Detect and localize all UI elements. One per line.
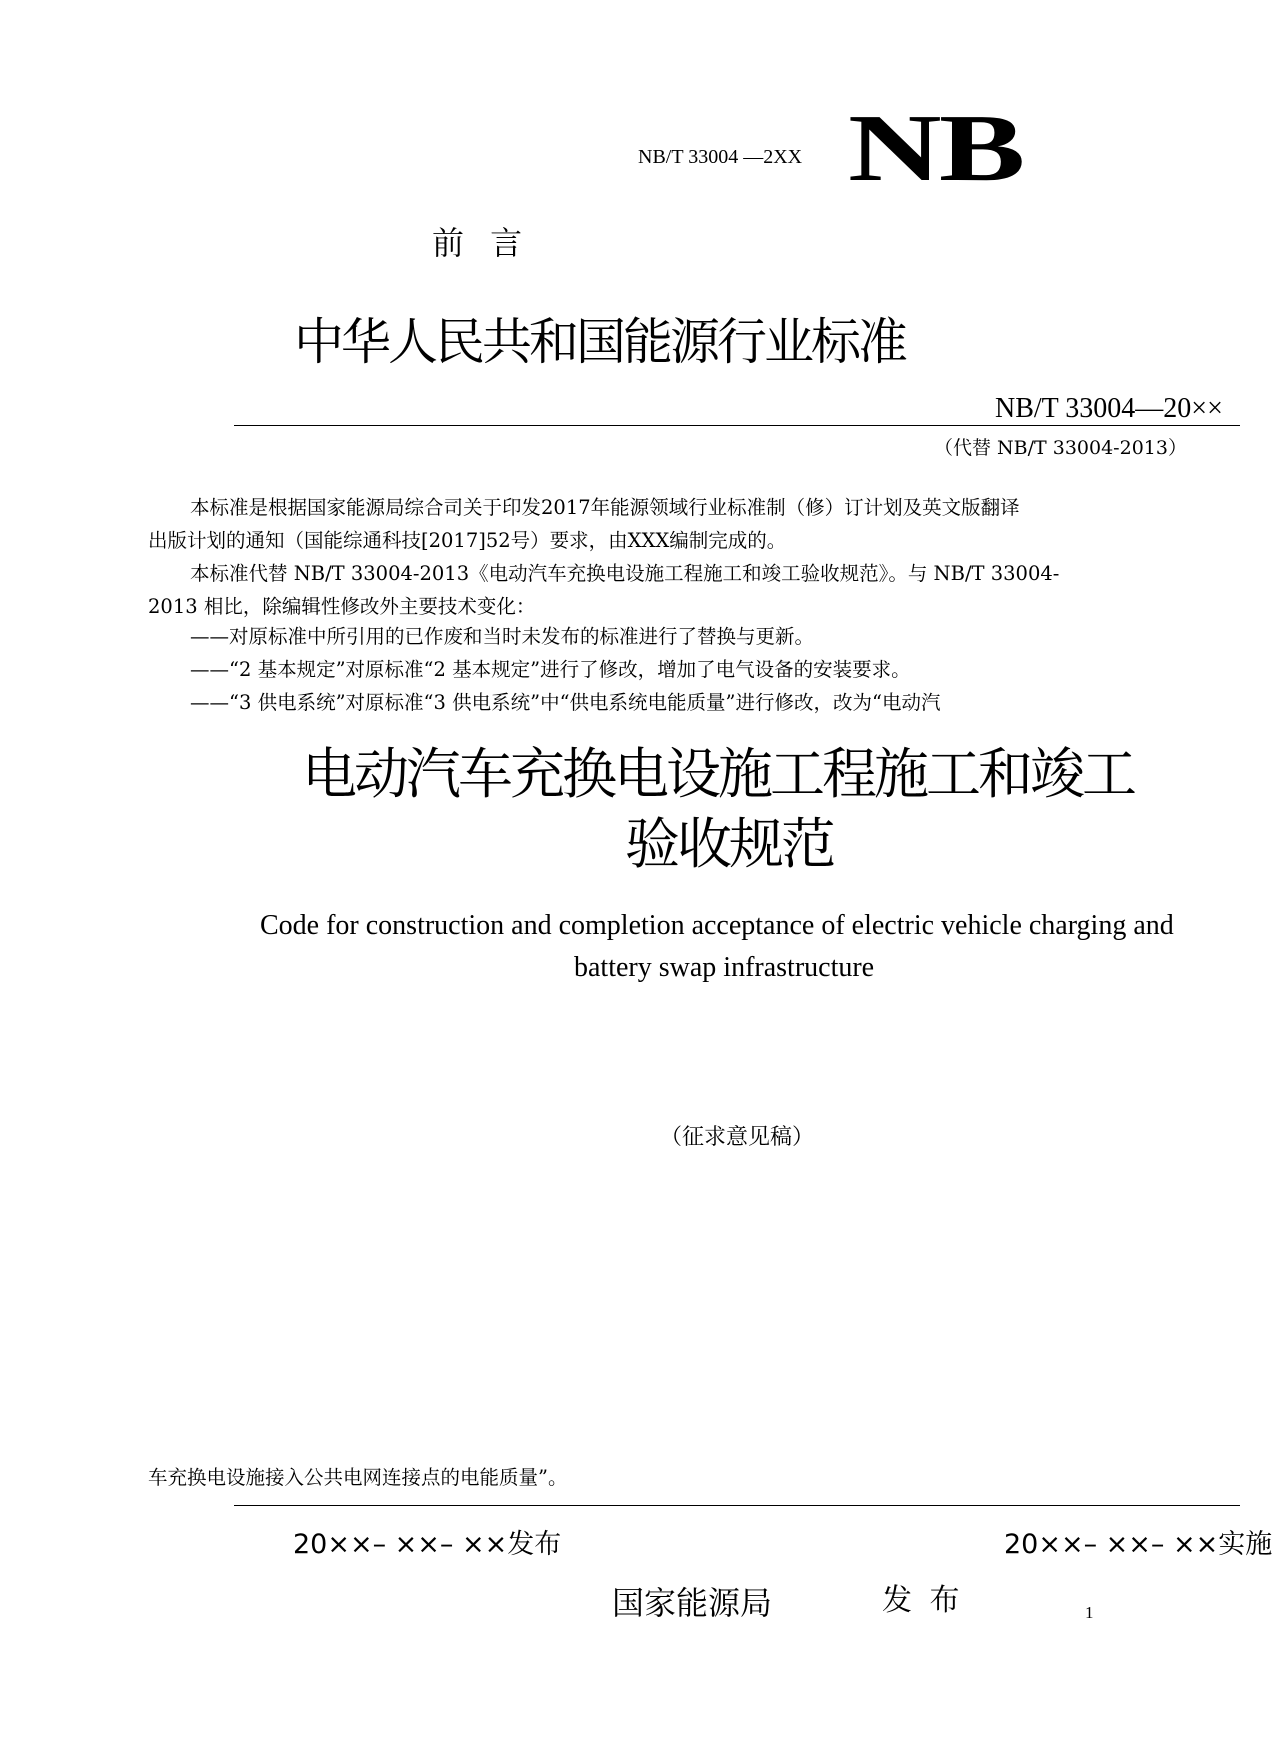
draft-status: （征求意见稿）	[660, 1125, 815, 1150]
issuer-action: 发 布	[882, 1583, 964, 1618]
title-en-line-1: Code for construction and completion acceptance of electric vehicle charging and	[260, 910, 1174, 941]
standard-number: NB/T 33004—20××	[995, 393, 1223, 424]
change-item-1: ——对原标准中所引用的已作废和当时未发布的标准进行了替换与更新。	[190, 625, 815, 648]
change-item-3: ——“3 供电系统”对原标准“3 供电系统”中“供电系统电能质量”进行修改，改为“电动汽	[190, 691, 941, 714]
title-en-line-2: battery swap infrastructure	[574, 952, 875, 983]
foreword-paragraph-1-line-1: 本标准是根据国家能源局综合司关于印发2017年能源领域行业标准制（修）订计划及英文版翻译	[190, 496, 1020, 519]
page-number: 1	[1085, 1603, 1094, 1622]
foreword-paragraph-1-line-2: 出版计划的通知（国能综通科技[2017]52号）要求，由XXX编制完成的。	[148, 529, 787, 552]
issuer-name: 国家能源局	[612, 1584, 773, 1622]
implement-date: 20××– ××– ××实施	[1004, 1529, 1272, 1560]
foreword-continuation: 车充换电设施接入公共电网连接点的电能质量”。	[148, 1466, 568, 1489]
foreword-paragraph-2-line-1: 本标准代替 NB/T 33004-2013《电动汽车充换电设施工程施工和竣工验收规范》。与 NB/T 33004-	[190, 562, 1060, 585]
header-rule	[234, 425, 1240, 426]
footer-rule	[234, 1505, 1240, 1506]
replaces-note: （代替 NB/T 33004-2013）	[934, 437, 1187, 459]
header-standard-code: NB/T 33004 —2XX	[638, 146, 803, 168]
nb-logo: NB	[848, 94, 1023, 201]
title-cn-line-1: 电动汽车充换电设施工程施工和竣工	[302, 742, 1135, 806]
title-cn-line-2: 验收规范	[625, 812, 834, 876]
foreword-heading: 前 言	[432, 224, 531, 262]
publish-date: 20××– ××– ××发布	[293, 1529, 562, 1560]
category-title: 中华人民共和国能源行业标准	[294, 313, 905, 371]
foreword-paragraph-2-line-2: 2013 相比，除编辑性修改外主要技术变化：	[148, 595, 536, 618]
change-item-2: ——“2 基本规定”对原标准“2 基本规定”进行了修改，增加了电气设备的安装要求。	[190, 658, 911, 681]
